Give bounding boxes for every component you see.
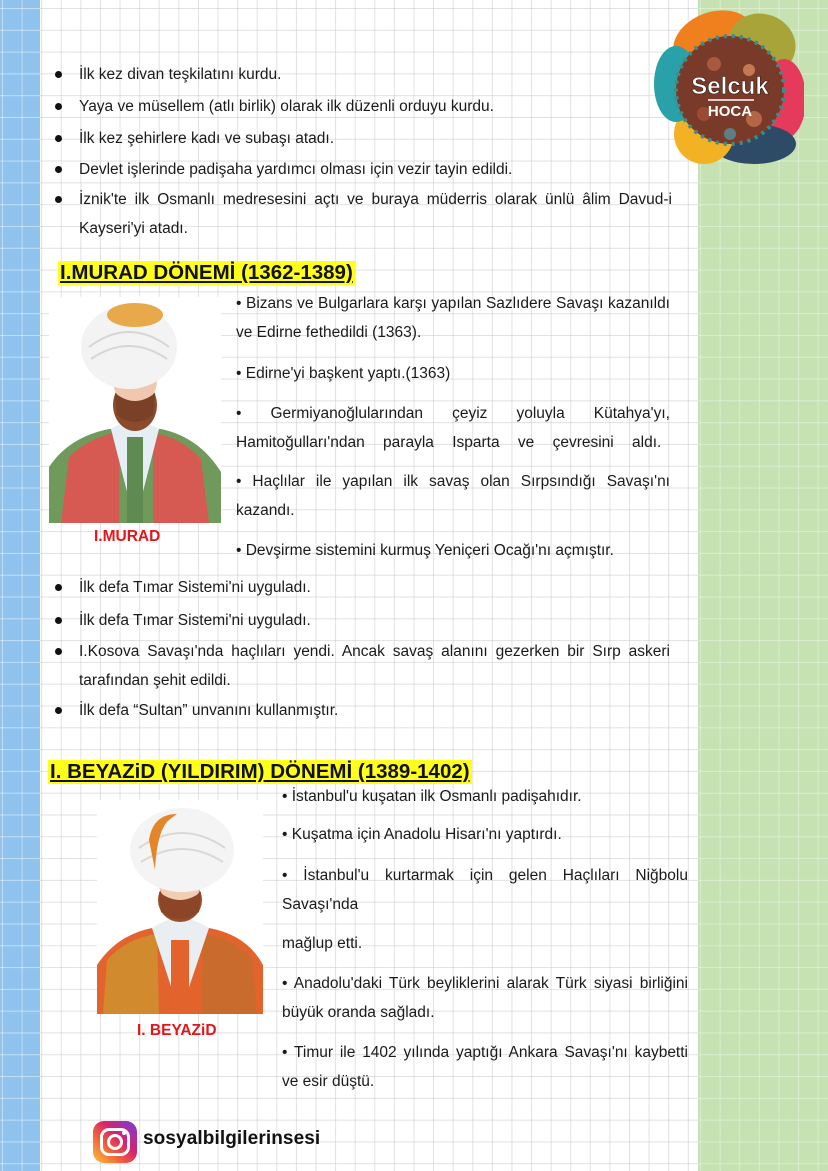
murad-paragraph: • Devşirme sistemini kurmuş Yeniçeri Ocağı'nı açmıştır.: [236, 542, 614, 559]
beyazid-section-heading: I. BEYAZiD (YILDIRIM) DÖNEMİ (1389-1402): [50, 760, 470, 783]
bullet-icon: [55, 584, 62, 591]
murad-paragraph: • Bizans ve Bulgarlara karşı yapılan Sazlıdere Savaşı kazanıldı ve Edirne fethedildi (1363).: [236, 295, 670, 341]
list-item: İlk defa Tımar Sistemi'ni uyguladı.: [52, 573, 672, 602]
beyazid-paragraph: • İstanbul'u kurtarmak için gelen Haçlıları Niğbolu Savaşı'nda: [282, 867, 688, 913]
left-decorative-stripe: [0, 0, 40, 1171]
beyazid-portrait: [97, 800, 263, 1014]
bullet-icon: [55, 648, 62, 655]
beyazid-paragraph: • Kuşatma için Anadolu Hisarı'nı yaptırdı.: [282, 826, 562, 843]
list-item: I.Kosova Savaşı'nda haçlıları yendi. Ancak savaş alanını gezerken bir Sırp askeri tarafından şehit edildi.: [52, 637, 670, 695]
murad-paragraph: • Edirne'yi başkent yaptı.(1363): [236, 365, 451, 382]
murad-caption: I.MURAD: [94, 528, 161, 545]
murad-paragraph: • Haçlılar ile yapılan ilk savaş olan Sırpsındığı Savaşı'nı kazandı.: [236, 473, 670, 519]
bullet-icon: [55, 617, 62, 624]
beyazid-paragraph: • İstanbul'u kuşatan ilk Osmanlı padişahıdır.: [282, 788, 582, 805]
beyazid-caption: I. BEYAZiD: [137, 1022, 217, 1039]
list-item: Devlet işlerinde padişaha yardımcı olması için vezir tayin edildi.: [52, 155, 672, 184]
beyazid-paragraph: mağlup etti.: [282, 935, 363, 952]
bullet-icon: [55, 103, 62, 110]
selcuk-hoca-logo: [654, 4, 804, 164]
murad-paragraph: • Germiyanoğlularından çeyiz yoluyla Kütahya'yı, Hamitoğulları'ndan parayla Isparta ve çevresini aldı.: [236, 405, 670, 451]
beyazid-paragraph: • Anadolu'daki Türk beyliklerini alarak Türk siyasi birliğini büyük oranda sağladı.: [282, 975, 688, 1021]
bullet-icon: [55, 135, 62, 142]
murad-portrait: [49, 297, 221, 523]
instagram-handle-link[interactable]: sosyalbilgilerinsesi: [143, 1128, 321, 1149]
beyazid-paragraph: • Timur ile 1402 yılında yaptığı Ankara Savaşı'nı kaybetti ve esir düştü.: [282, 1044, 688, 1090]
list-item: İlk kez şehirlere kadı ve subaşı atadı.: [52, 124, 672, 153]
list-item: İlk defa Tımar Sistemi'ni uyguladı.: [52, 606, 672, 635]
svg-text:Selcuk: Selcuk: [691, 73, 769, 100]
svg-text:HOCA: HOCA: [707, 103, 753, 120]
bullet-icon: [55, 196, 62, 203]
right-decorative-panel: [698, 0, 828, 1171]
bullet-icon: [55, 707, 62, 714]
sultan-portrait-icon: [49, 297, 221, 523]
sultan-portrait-icon: [97, 800, 263, 1014]
bullet-icon: [55, 71, 62, 78]
list-item: İznik'te ilk Osmanlı medresesini açtı ve buraya müderris olarak ünlü âlim Davud-i Kayseri'yi atadı.: [52, 185, 672, 243]
bullet-icon: [55, 166, 62, 173]
list-item: İlk defa “Sultan” unvanını kullanmıştır.: [52, 696, 672, 725]
instagram-icon[interactable]: [93, 1121, 137, 1163]
list-item: İlk kez divan teşkilatını kurdu.: [52, 60, 672, 89]
logo-emblem-icon: [654, 4, 804, 164]
list-item: Yaya ve müsellem (atlı birlik) olarak ilk düzenli orduyu kurdu.: [52, 92, 672, 121]
murad-section-heading: I.MURAD DÖNEMİ (1362-1389): [60, 261, 353, 284]
